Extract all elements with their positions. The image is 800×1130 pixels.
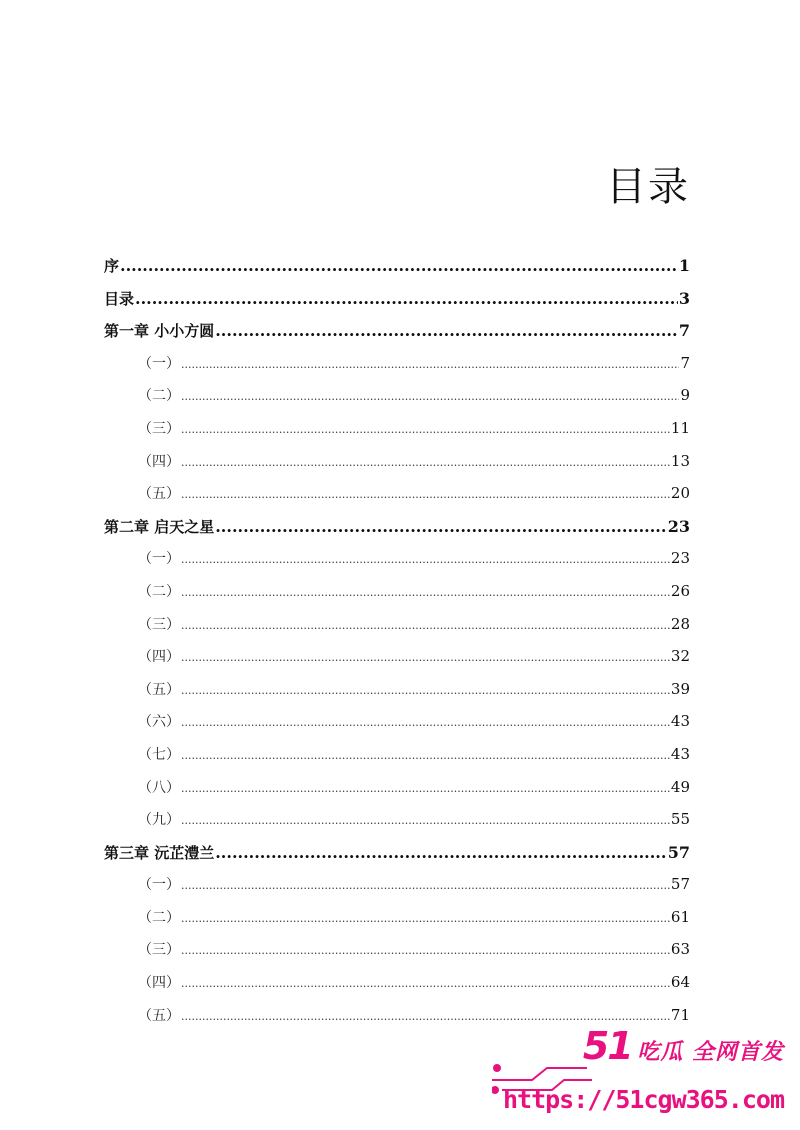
- toc-entry-page-number: 43: [670, 744, 690, 763]
- toc-entry-page-number: 13: [670, 451, 690, 470]
- toc-entry[interactable]: [104, 255, 690, 288]
- toc-dot-leader: [181, 456, 670, 469]
- toc-entry-page-number: 63: [670, 940, 690, 959]
- toc-dot-leader: [181, 879, 670, 892]
- toc-entry[interactable]: [104, 385, 690, 418]
- toc-entry[interactable]: [104, 516, 690, 549]
- toc-entry-page-number: 57: [670, 875, 690, 894]
- toc-entry-label: （四）: [138, 975, 180, 992]
- watermark-brand-number: 51: [582, 1024, 632, 1068]
- toc-entry-page-number: 39: [670, 679, 690, 698]
- toc-dot-leader: [181, 977, 670, 990]
- toc-entry-label: （八）: [138, 779, 180, 796]
- page-title: 目录: [606, 164, 690, 210]
- toc-entry-label: 第三章 沅芷澧兰: [104, 843, 215, 862]
- toc-entry[interactable]: [104, 711, 690, 744]
- toc-entry-label: （二）: [138, 583, 180, 600]
- toc-entry[interactable]: [104, 320, 690, 353]
- toc-entry-label: （九）: [138, 812, 180, 829]
- toc-dot-leader: [181, 619, 670, 632]
- toc-dot-leader: [181, 782, 670, 795]
- toc-entry-label: 序: [104, 257, 120, 275]
- toc-dot-leader: [181, 716, 670, 729]
- toc-entry-label: （四）: [138, 649, 180, 666]
- toc-entry-label: 第一章 小小方圆: [104, 322, 215, 341]
- toc-entry-label: （七）: [138, 746, 180, 763]
- toc-entry[interactable]: [104, 418, 690, 451]
- toc-entry[interactable]: [104, 744, 690, 777]
- toc-dot-leader: [181, 553, 670, 566]
- toc-entry-label: （六）: [138, 714, 180, 731]
- toc-entry-page-number: 32: [670, 647, 690, 666]
- toc-entry[interactable]: [104, 939, 690, 972]
- toc-dot-leader: [181, 684, 670, 697]
- table-of-contents: [104, 255, 690, 1037]
- toc-dot-leader: [215, 843, 667, 862]
- toc-entry[interactable]: [104, 288, 690, 321]
- toc-entry-page-number: 9: [680, 386, 690, 405]
- watermark-url: https://51cgw365.com: [502, 1085, 784, 1114]
- toc-entry-page-number: 28: [670, 614, 690, 633]
- toc-entry[interactable]: [104, 483, 690, 516]
- toc-dot-leader: [181, 586, 670, 599]
- toc-dot-leader: [181, 749, 670, 762]
- toc-entry[interactable]: [104, 581, 690, 614]
- toc-entry-page-number: 26: [670, 581, 690, 600]
- watermark-brand-text: 吃瓜 全网首发: [637, 1040, 784, 1065]
- toc-entry-page-number: 23: [667, 516, 690, 536]
- toc-entry[interactable]: [104, 451, 690, 484]
- toc-dot-leader: [215, 517, 667, 536]
- toc-entry-label: （三）: [138, 616, 180, 633]
- toc-entry-label: （三）: [138, 942, 180, 959]
- toc-entry-page-number: 7: [678, 321, 690, 341]
- toc-entry-page-number: 71: [670, 1005, 690, 1024]
- toc-entry-label: （一）: [138, 877, 180, 894]
- toc-entry-page-number: 7: [680, 353, 690, 372]
- toc-dot-leader: [181, 423, 670, 436]
- toc-dot-leader: [181, 488, 670, 501]
- toc-entry[interactable]: [104, 679, 690, 712]
- toc-entry-page-number: 20: [670, 484, 690, 503]
- toc-entry-label: （二）: [138, 909, 180, 926]
- toc-dot-leader: [181, 944, 670, 957]
- toc-entry[interactable]: [104, 646, 690, 679]
- toc-entry[interactable]: [104, 353, 690, 386]
- toc-entry-page-number: 11: [670, 418, 690, 437]
- toc-entry[interactable]: [104, 874, 690, 907]
- toc-entry[interactable]: [104, 809, 690, 842]
- toc-entry-page-number: 57: [667, 842, 690, 862]
- toc-dot-leader: [181, 390, 679, 403]
- toc-entry-label: （一）: [138, 355, 180, 372]
- toc-entry-label: （三）: [138, 420, 180, 437]
- toc-entry-page-number: 3: [678, 288, 690, 308]
- toc-entry-label: （一）: [138, 551, 180, 568]
- toc-dot-leader: [120, 256, 678, 275]
- toc-entry[interactable]: [104, 907, 690, 940]
- toc-dot-leader: [181, 651, 670, 664]
- toc-dot-leader: [215, 321, 678, 340]
- toc-entry-page-number: 43: [670, 712, 690, 731]
- toc-entry-label: （五）: [138, 486, 180, 503]
- toc-entry[interactable]: [104, 614, 690, 647]
- toc-entry-page-number: 1: [678, 256, 690, 275]
- toc-dot-leader: [181, 358, 679, 371]
- toc-dot-leader: [135, 289, 678, 308]
- toc-dot-leader: [181, 814, 670, 827]
- toc-entry-page-number: 23: [670, 549, 690, 568]
- toc-entry-page-number: 49: [670, 777, 690, 796]
- toc-entry-label: 第二章 启天之星: [104, 517, 215, 536]
- toc-entry[interactable]: [104, 548, 690, 581]
- toc-entry[interactable]: [104, 842, 690, 875]
- toc-entry[interactable]: [104, 972, 690, 1005]
- toc-entry-label: （五）: [138, 681, 180, 698]
- toc-entry-label: （二）: [138, 388, 180, 405]
- watermark: [492, 1018, 792, 1118]
- toc-entry-page-number: 55: [670, 810, 690, 829]
- toc-entry-label: （四）: [138, 453, 180, 470]
- watermark-brand: [583, 1024, 784, 1068]
- toc-entry-label: （五）: [138, 1007, 180, 1024]
- toc-dot-leader: [181, 912, 670, 925]
- toc-entry-label: 目录: [104, 289, 135, 308]
- toc-entry-page-number: 61: [670, 907, 690, 926]
- toc-entry[interactable]: [104, 777, 690, 810]
- toc-entry-page-number: 64: [670, 973, 690, 992]
